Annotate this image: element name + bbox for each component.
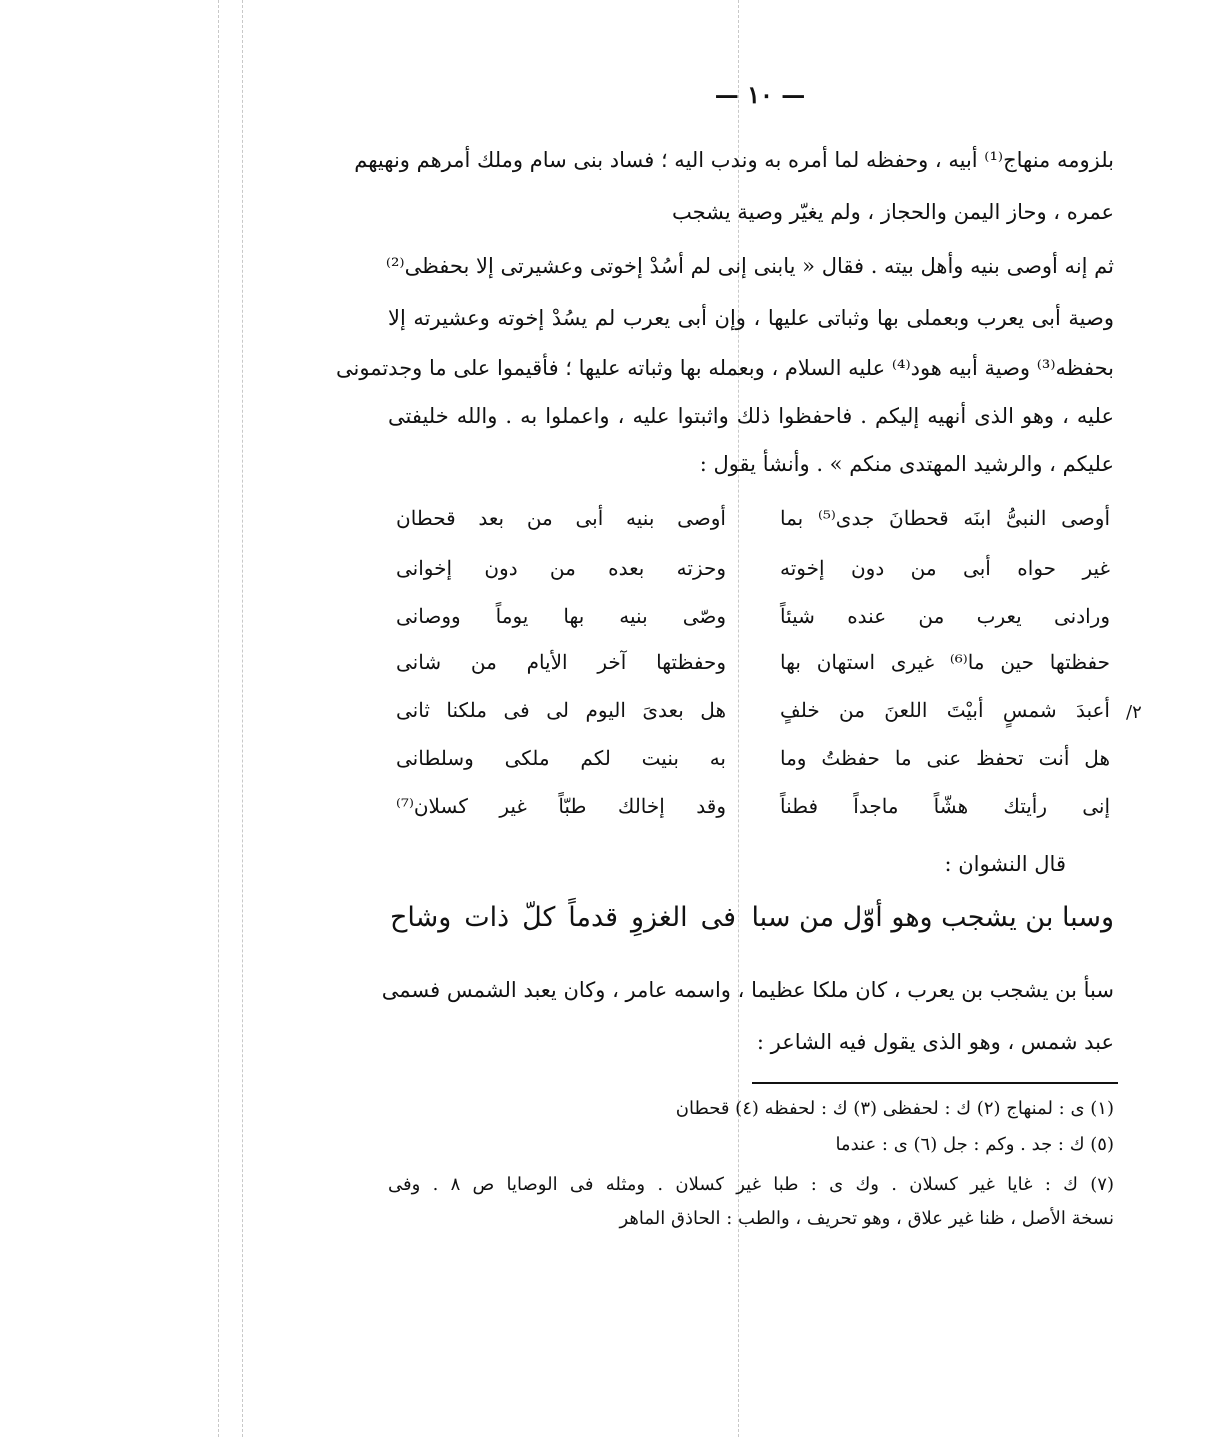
poem-hemistich-left: وقد إخالك طبّاً غير كسلان⁽⁷⁾: [396, 794, 726, 818]
text-line: ثم إنه أوصى بنيه وأهل بيته . فقال « يابنى إنى لم أسُدْ إخوتى وعشيرتى إلا بحفظى⁽²⁾: [385, 254, 1114, 278]
quoted-verse-right: وسبا بن يشجب وهو أوّل من سبا: [751, 902, 1114, 933]
quoted-verse-left: فى الغزوِ قدماً كلّ ذات وشاح: [390, 902, 736, 933]
poem-hemistich-left: وحفظتها آخر الأيام من شانى: [396, 650, 726, 674]
margin-note: ٢/: [1126, 702, 1142, 723]
page-number: — ١٠ —: [714, 80, 806, 109]
poem-hemistich-right: أعبدَ شمسٍ أبيْتَ اللعنَ من خلفٍ: [780, 698, 1110, 722]
footnote-separator: [752, 1082, 1118, 1084]
text-line: عمره ، وحاز اليمن والحجاز ، ولم يغيّر وصية يشجب: [671, 200, 1114, 224]
poem-hemistich-right: ورادنى يعرب من عنده شيئاً: [780, 604, 1110, 628]
scan-margin-line: [242, 0, 243, 1437]
footnote-line: (١) ى : لمنهاج (٢) ك : لحفظى (٣) ك : لحفظه (٤) قحطان: [675, 1098, 1114, 1119]
text-line: عبد شمس ، وهو الذى يقول فيه الشاعر :: [756, 1030, 1114, 1054]
poem-hemistich-left: أوصى بنيه أبى من بعد قحطان: [396, 506, 726, 530]
poem-hemistich-right: هل أنت تحفظ عنى ما حفظتُ وما: [780, 746, 1110, 770]
poem-hemistich-right: غير حواه أبى من دون إخوته: [780, 556, 1110, 580]
poem-hemistich-left: وحزته بعده من دون إخوانى: [396, 556, 726, 580]
speaker-line: قال النشوان :: [944, 852, 1066, 876]
poem-hemistich-right: حفظتها حين ما⁽⁶⁾ غيرى استهان بها: [780, 650, 1110, 674]
text-line: بحفظه⁽³⁾ وصية أبيه هود⁽⁴⁾ عليه السلام ، وبعمله بها وثباته عليها ؛ فأقيموا على ما وجدتمونى: [336, 356, 1114, 380]
footnote-line: (٥) ك : جد . وكم : جل (٦) ى : عندما: [835, 1134, 1114, 1155]
scan-margin-line: [218, 0, 219, 1437]
poem-hemistich-right: إنى رأيتك هشّاً ماجداً فطناً: [780, 794, 1110, 818]
poem-hemistich-left: به بنيت لكم ملكى وسلطانى: [396, 746, 726, 770]
poem-hemistich-left: هل بعدىَ اليوم لى فى ملكنا ثانى: [396, 698, 726, 722]
text-line: عليكم ، والرشيد المهتدى منكم » . وأنشأ يقول :: [699, 452, 1114, 476]
poem-hemistich-right: أوصى النبىُّ ابنَه قحطانَ جدى⁽⁵⁾ بما: [780, 506, 1110, 530]
footnote-line: نسخة الأصل ، ظنا غير علاق ، وهو تحريف ، والطب : الحاذق الماهر: [619, 1208, 1114, 1229]
poem-hemistich-left: وصّى بنيه بها يوماً ووصانى: [396, 604, 726, 628]
footnote-line: (٧) ك : غايا غير كسلان . وك ى : طبا غير كسلان . ومثله فى الوصايا ص ٨ . وفى: [388, 1174, 1114, 1195]
text-line: بلزومه منهاج⁽¹⁾ أبيه ، وحفظه لما أمره به وندب اليه ؛ فساد بنى سام وملك أمرهم ونهيهم: [354, 148, 1114, 172]
text-line: عليه ، وهو الذى أنهيه إليكم . فاحفظوا ذلك واثبتوا عليه ، واعملوا به . والله خليفتى: [388, 404, 1114, 428]
text-line: سبأ بن يشجب بن يعرب ، كان ملكا عظيما ، واسمه عامر ، وكان يعبد الشمس فسمى: [381, 978, 1114, 1002]
text-line: وصية أبى يعرب وبعملى بها وثباتى عليها ، وإن أبى يعرب لم يسُدْ إخوته وعشيرته إلا: [388, 306, 1114, 330]
